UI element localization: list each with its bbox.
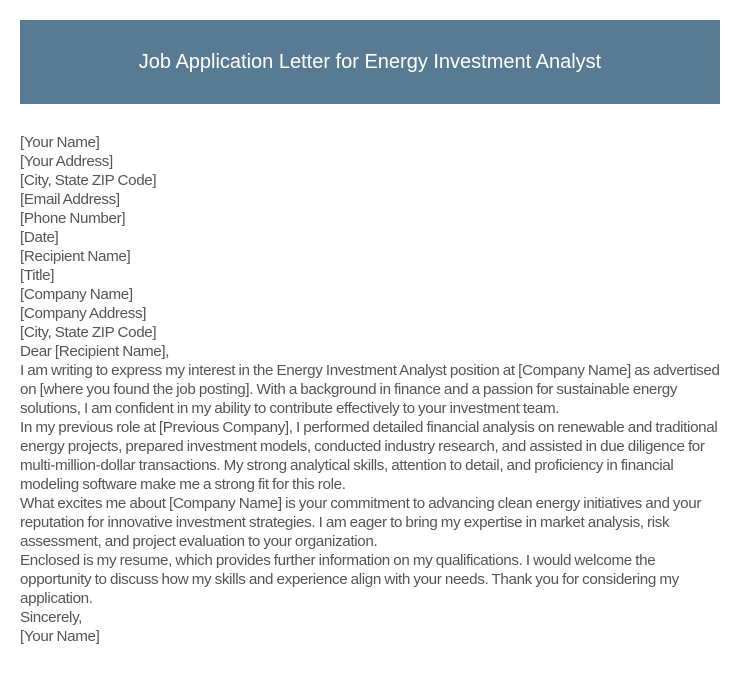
recipient-city-state-zip: [City, State ZIP Code]	[20, 324, 157, 341]
recipient-title: [Title]	[20, 267, 55, 284]
sender-city-state-zip: [City, State ZIP Code]	[20, 172, 157, 189]
page-title: Job Application Letter for Energy Investment Analyst	[138, 50, 602, 73]
paragraph-experience: In my previous role at [Previous Company], I performed detailed financial analysis on renewable and traditional energy projects, prepared investment models, conducted industry research, and assisted in due diligence for multi-million-dollar transactions. My strong analytical skills, attention to detail, and proficiency in financial modeling software make me a strong fit for this role.	[20, 419, 718, 493]
recipient-name: [Recipient Name]	[20, 248, 131, 265]
paragraph-motivation: What excites me about [Company Name] is your commitment to advancing clean energy initiatives and your reputation for innovative investment strategies. I am eager to bring my expertise in market analysis, risk assessment, and project evaluation to your organization.	[20, 495, 702, 550]
recipient-company-address: [Company Address]	[20, 305, 147, 322]
sender-phone: [Phone Number]	[20, 210, 126, 227]
closing: Sincerely,	[20, 609, 83, 626]
paragraph-intro: I am writing to express my interest in the Energy Investment Analyst position at [Company Name] as advertised on [where you found the job posting]. With a background in finance and a passion for sustainable energy solutions, I am confident in my ability to contribute effectively to your investment team.	[20, 362, 720, 417]
paragraph-closing: Enclosed is my resume, which provides further information on my qualifications. I would welcome the opportunity to discuss how my skills and experience align with your needs. Thank you for considering my application.	[20, 552, 679, 607]
letter-date: [Date]	[20, 229, 59, 246]
recipient-block	[20, 247, 725, 342]
letter-body	[20, 133, 725, 646]
page-header	[20, 20, 720, 104]
signature: [Your Name]	[20, 628, 100, 645]
sender-address: [Your Address]	[20, 153, 113, 170]
sender-email: [Email Address]	[20, 191, 120, 208]
recipient-company: [Company Name]	[20, 286, 133, 303]
sender-name: [Your Name]	[20, 134, 100, 151]
salutation: Dear [Recipient Name],	[20, 343, 170, 360]
sender-block	[20, 133, 725, 228]
